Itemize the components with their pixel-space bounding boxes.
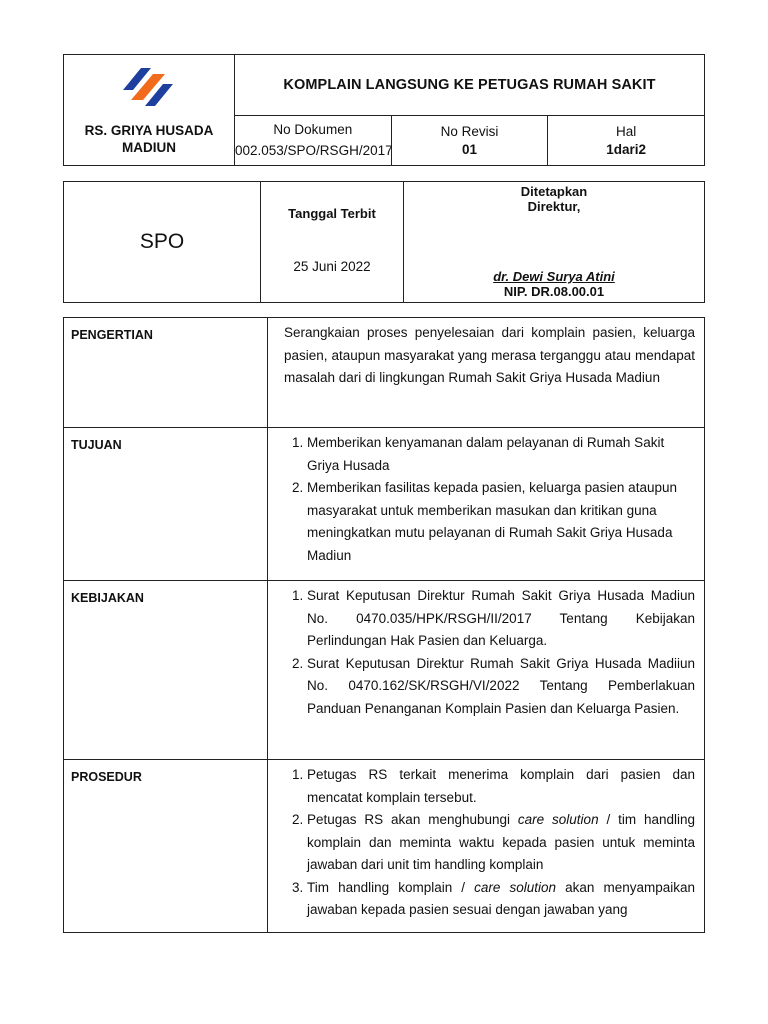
hal-label: Hal (616, 123, 637, 139)
no-revisi-value: 01 (461, 141, 477, 157)
no-revisi-cell (391, 116, 548, 166)
no-dokumen-label: No Dokumen (273, 122, 353, 137)
list-item: 1. Memberikan kenyamanan dalam pelayanan di Rumah Sakit Griya Husada (307, 432, 698, 477)
spo-label: SPO (139, 230, 185, 253)
no-dokumen-value: 002.053/SPO/RSGH/2017 (235, 143, 393, 158)
document-header (63, 54, 705, 166)
list-item: 1. Petugas RS terkait menerima komplain dari pasien dan mencatat komplain tersebut. (307, 764, 695, 809)
kebijakan-list (284, 585, 695, 720)
section-label: TUJUAN (64, 428, 268, 581)
tujuan-content (268, 428, 705, 581)
direktur-label: Direktur, (527, 199, 581, 214)
care-solution-term: care solution (517, 812, 599, 827)
hal-value: 1dari2 (606, 141, 647, 157)
no-revisi-label: No Revisi (440, 123, 499, 139)
ditetapkan-cell (404, 182, 705, 303)
section-pengertian (64, 318, 705, 428)
tujuan-list (284, 432, 698, 567)
tanggal-terbit-label: Tanggal Terbit (288, 206, 376, 221)
hal-cell (548, 116, 705, 166)
list-item: 2. Surat Keputusan Direktur Rumah Sakit Griya Husada Madiiun No. 0470.162/SK/RSGH/VI/2022 Tentang Pemberlakuan Panduan Penanganan Komplain Pasien dan Keluarga Pasien. (307, 653, 695, 721)
tanggal-terbit-value: 25 Juni 2022 (293, 259, 371, 274)
list-item: 1. Surat Keputusan Direktur Rumah Sakit Griya Husada Madiun No. 0470.035/HPK/RSGH/II/2017 Tentang Kebijakan Perlindungan Hak Pasien dan Keluarga. (307, 585, 695, 653)
care-solution-term: care solution (474, 879, 557, 895)
no-dokumen-cell (235, 116, 392, 166)
list-item: 3. Tim handling komplain / care solution akan menyampaikan jawaban kepada pasien sesuai dengan jawaban yang (307, 877, 695, 922)
section-label: KEBIJAKAN (64, 581, 268, 760)
document-title: KOMPLAIN LANGSUNG KE PETUGAS RUMAH SAKIT (235, 55, 705, 116)
prosedur-content (268, 760, 705, 933)
signer-name: dr. Dewi Surya Atini (493, 269, 615, 284)
signer-nip: NIP. DR.08.00.01 (503, 284, 605, 299)
spo-info-table (63, 181, 705, 303)
section-label: PROSEDUR (64, 760, 268, 933)
prosedur-list (284, 764, 695, 922)
tanggal-terbit-cell (261, 182, 404, 303)
hospital-identity-cell (64, 55, 235, 166)
spo-content-table (63, 317, 705, 933)
section-tujuan (64, 428, 705, 581)
hospital-name: RS. GRIYA HUSADA MADIUN (84, 123, 214, 155)
section-prosedur (64, 760, 705, 933)
list-item: 2. Memberikan fasilitas kepada pasien, keluarga pasien ataupun masyarakat untuk memberikan masukan dan kritikan guna meningkatkan mutu pelayanan di Rumah Sakit Griya Husada Madiun (307, 477, 698, 567)
ditetapkan-label: Ditetapkan (520, 184, 588, 199)
section-kebijakan (64, 581, 705, 760)
pengertian-text: Serangkaian proses penyelesaian dari komplain pasien, keluarga pasien, ataupun masyarakat yang merasa terganggu atau mendapat masalah dari di lingkungan Rumah Sakit Griya Husada Madiun (268, 318, 705, 428)
kebijakan-content (268, 581, 705, 760)
spo-cell (64, 182, 261, 303)
list-item: 2. Petugas RS akan menghubungi care solution / tim handling komplain dan meminta waktu kepada pasien untuk meminta jawaban dari unit tim handling komplain (307, 809, 695, 877)
hospital-logo-icon (121, 64, 177, 116)
section-label: PENGERTIAN (64, 318, 268, 428)
